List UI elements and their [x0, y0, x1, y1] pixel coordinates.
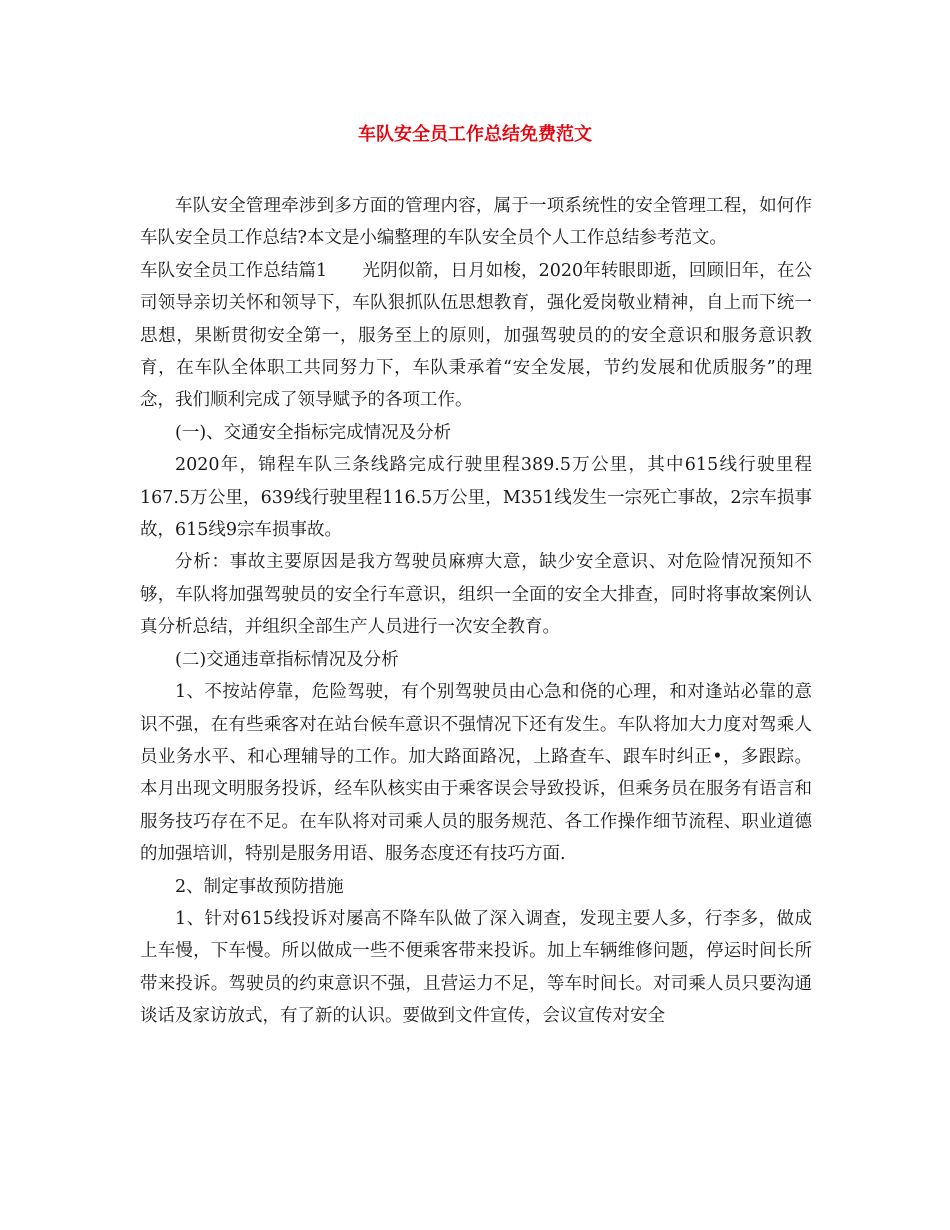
document-body [140, 190, 812, 1033]
paragraph: 2、制定事故预防措施 [175, 876, 344, 897]
document-title: 车队安全员工作总结免费范文 [358, 124, 592, 145]
paragraph: 分析：事故主要原因是我方驾驶员麻痹大意，缺少安全意识、对危险情况预知不够，车队将加强驾驶员的安全行车意识，组织一全面的安全大排查，同时将事故案例认真分析总结，并组织全部生产人员进行一次安全教育。 [140, 552, 812, 638]
paragraph: (二)交通违章指标情况及分析 [175, 649, 399, 670]
paragraph: (一)、交通安全指标完成情况及分析 [175, 422, 452, 443]
paragraph: 车队安全员工作总结篇1 光阴似箭，日月如梭，2020年转眼即逝，回顾旧年，在公司领导亲切关怀和领导下，车队狠抓队伍思想教育，强化爱岗敬业精神，自上而下统一思想，果断贯彻安全第一，服务至上的原则，加强驾驶员的的安全意识和服务意识教育，在车队全体职工共同努力下，车队秉承着“安全发展，节约发展和优质服务”的理念，我们顺利完成了领导赋予的各项工作。 [140, 260, 812, 411]
paragraph: 1、不按站停靠，危险驾驶，有个别驾驶员由心急和侥的心理，和对逢站必靠的意识不强，在有些乘客对在站台候车意识不强情况下还有发生。车队将加大力度对驾乘人员业务水平、和心理辅导的工作。加大路面路况，上路查车、跟车时纠正•，多跟踪。本月出现文明服务投诉，经车队核实由于乘客误会导致投诉，但乘务员在服务有语言和服务技巧存在不足。在车队将对司乘人员的服务规范、各工作操作细节流程、职业道德的加强培训，特别是服务用语、服务态度还有技巧方面. [140, 682, 812, 865]
paragraph: 1、针对615线投诉对屡高不降车队做了深入调查，发现主要人多，行李多，做成上车慢，下车慢。所以做成一些不便乘客带来投诉。加上车辆维修问题，停运时间长所带来投诉。驾驶员的约束意识不强，且营运力不足，等车时间长。对司乘人员只要沟通谈话及家访放式，有了新的认识。要做到文件宣传，会议宣传对安全 [140, 908, 812, 1027]
paragraph: 2020年，锦程车队三条线路完成行驶里程389.5万公里，其中615线行驶里程167.5万公里，639线行驶里程116.5万公里，M351线发生一宗死亡事故，2宗车损事故，615线9宗车损事故。 [140, 455, 812, 541]
paragraph: 车队安全管理牵涉到多方面的管理内容，属于一项系统性的安全管理工程，如何作车队安全员工作总结?本文是小编整理的车队安全员个人工作总结参考范文。 [140, 196, 812, 249]
